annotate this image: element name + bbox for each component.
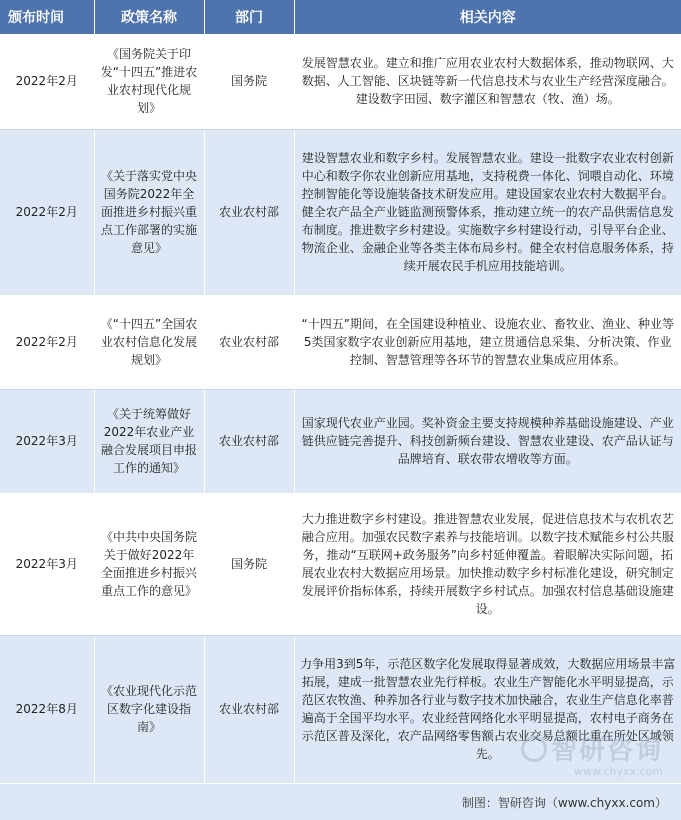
watermark-url: www.chyxx.com [573, 765, 663, 778]
cell-date: 2022年3月 [0, 389, 94, 493]
table-row [0, 635, 681, 783]
cell-name: 《关于落实党中央国务院2022年全面推进乡村振兴重点工作部署的实施意见》 [94, 129, 204, 295]
table-row [0, 295, 681, 389]
cell-content: 国家现代农业产业园。奖补资金主要支持规模种养基础设施建设、产业链供应链完善提升、科技创新频台建设、智慧农业建设、农产品认证与品牌培育、联农带农增收等方面。 [294, 389, 681, 493]
cell-date: 2022年8月 [0, 635, 94, 783]
table-header-row [0, 0, 681, 34]
cell-content: 力争用3到5年，示范区数字化发展取得显著成效，大数据应用场景丰富拓展，建成一批智慧农业先行样板。农业生产智能化水平明显提高，示范区农牧渔、种养加各行业与数字技术加快融合，农业生产信息化率普遍高于全国平均水平。农业经营网络化水平明显提高，农村电子商务在示范区普及深化，农产品网络零售额占农业交易总额比重在所处区域领先。 [294, 635, 681, 783]
cell-content: 发展智慧农业。建立和推广应用农业农村大数据体系，推动物联网、大数据、人工智能、区块链等新一代信息技术与农业生产经营深度融合。建设数字田园、数字灌区和智慧农（牧、渔）场。 [294, 34, 681, 129]
footer-bar [0, 784, 681, 820]
cell-content: “十四五”期间，在全国建设种植业、设施农业、畜牧业、渔业、种业等5类国家数字农业创新应用基地，建立贯通信息采集、分析决策、作业控制、智慧管理等各环节的智慧农业集成应用体系。 [294, 295, 681, 389]
cell-name: 《“十四五”全国农业农村信息化发展规划》 [94, 295, 204, 389]
cell-name: 《农业现代化示范区数字化建设指南》 [94, 635, 204, 783]
source-credit: 制图：智研咨询（www.chyxx.com） [461, 796, 667, 810]
cell-date: 2022年2月 [0, 295, 94, 389]
cell-dept: 农业农村部 [204, 129, 294, 295]
header-date: 颁布时间 [0, 0, 94, 34]
header-content: 相关内容 [294, 0, 681, 34]
cell-dept: 农业农村部 [204, 635, 294, 783]
table-row [0, 129, 681, 295]
cell-content: 大力推进数字乡村建设。推进智慧农业发展，促进信息技术与农机农艺融合应用。加强农民数字素养与技能培训。以数字技术赋能乡村公共服务，推动“互联网+政务服务”向乡村延伸覆盖。着眼解决实际问题，拓展农业农村大数据应用场景。加快推动数字乡村标准化建设，研究制定发展评价指标体系，持续开展数字乡村试点。加强农村信息基础设施建设。 [294, 493, 681, 635]
watermark-name: 智研咨询 [550, 736, 663, 766]
cell-dept: 农业农村部 [204, 295, 294, 389]
cell-date: 2022年3月 [0, 493, 94, 635]
table-row [0, 34, 681, 129]
table-row [0, 493, 681, 635]
cell-name: 《国务院关于印发“十四五”推进农业农村现代化规划》 [94, 34, 204, 129]
cell-content: 建设智慧农业和数字乡村。发展智慧农业。建设一批数字农业农村创新中心和数字你农业创新应用基地，支持税费一体化、饲喂自动化、环境控制智能化等设施装备技术研发应用。建设国家农业农村大数据平台。健全农产品全产业链监测预警体系，推动建立统一的农产品供需信息发布制度。推进数字乡村建设。实施数字乡村建设行动，引导平台企业、物流企业、金融企业等各类主体布局乡村。健全农村信息服务体系，持续开展农民手机应用技能培训。 [294, 129, 681, 295]
cell-date: 2022年2月 [0, 34, 94, 129]
cell-name: 《中共中央国务院关于做好2022年全面推进乡村振兴重点工作的意见》 [94, 493, 204, 635]
cell-dept: 国务院 [204, 34, 294, 129]
header-name: 政策名称 [94, 0, 204, 34]
header-dept: 部门 [204, 0, 294, 34]
cell-dept: 国务院 [204, 493, 294, 635]
table-row [0, 389, 681, 493]
cell-name: 《关于统筹做好2022年农业产业融合发展项目申报工作的通知》 [94, 389, 204, 493]
cell-dept: 农业农村部 [204, 389, 294, 493]
cell-date: 2022年2月 [0, 129, 94, 295]
